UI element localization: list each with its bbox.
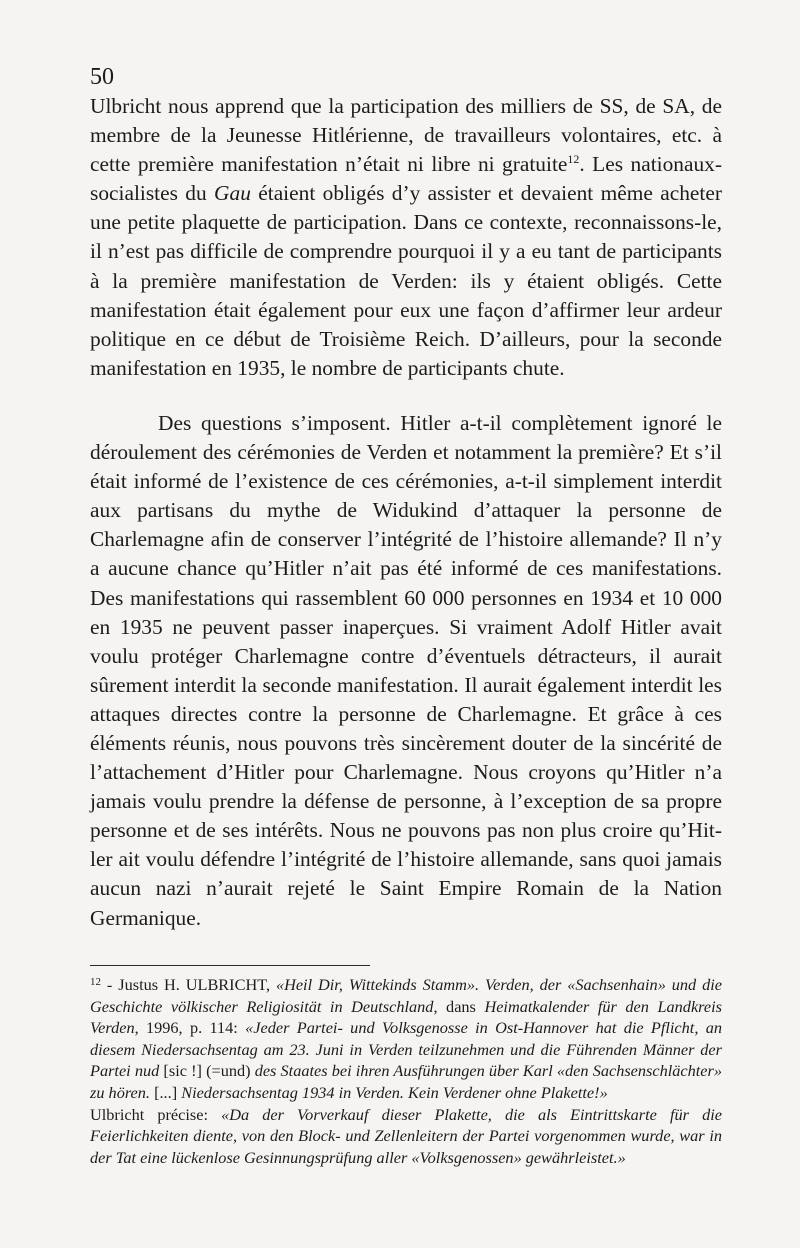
footnote-12 [90,974,722,1104]
page-number: 50 [90,64,114,90]
footnote-segment: - Justus H. ULBRICHT, [101,975,276,994]
footnote-segment-italic: des Staates bei ihren Ausführungen über Karl «den Sachsenschlächter» zu hören. [90,1061,723,1102]
footnote-segment-italic: Niedersachsentag 1934 in Verden. Kein Verdener ohne Plakette!» [181,1082,608,1102]
body-text [90,92,722,933]
paragraph-1 [90,92,722,383]
footnote-12-continuation [90,1104,722,1169]
footnote-segment: [...] [150,1082,182,1102]
footnote-segment-italic: «Jeder Partei- und Volksgenosse in Ost-Hannover hat die Pflicht, an diesem Niedersachsentag am 23. Juni in Verden teilzunehmen und die Führenden Männer der Partei nud [90,1018,722,1081]
paragraph-segment: . Les nationaux-socialistes du [90,152,722,206]
footnote-segment-italic: «Heil Dir, Wittekinds Stamm». Verden, der «Sachsenhain» und die Geschichte völkischer Religiosität in Deutschland [90,975,722,1016]
paragraph-segment: Des questions s’imposent. Hitler a-t-il complètement ignoré le déroulement des cérémonies de Verden et notamment la première? Et s’il était informé de l’existence de ces cérémonies, a-t-il simplement interdit aux partisans du mythe de Widukind d’attaquer la personne de Charlemagne afin de conserver l’intégrité de l’histoire allemande? Il n’y a aucune chance qu’Hitler n’ait pas été informé de ces manifestations. Des manifestations qui rassemblent 60 000 personnes en 1934 et 10 000 en 1935 ne peuvent passer inaperçues. Si vraiment Adolf Hitler avait voulu protéger Charlemagne contre d’éventuels détracteurs, il aurait sûrement interdit la seconde manifestation. Il aurait également interdit les attaques directes contre la personne de Charlemagne. Et grâce à ces éléments réunis, nous pouvons très sincèrement douter de la sincérité de l’attachement d’Hitler pour Charlemagne. Nous croyons qu’Hitler n’a jamais voulu prendre la défense de personne, à l’exception de sa propre personne et de ses intérêts. Nous ne pouvons pas non plus croire qu’Hitler ait voulu défendre l’intégrité de l’histoire allemande, sans quoi jamais aucun nazi n’aurait rejeté le Saint Empire Romain de la Nation Germanique. [90,410,722,930]
paragraph-segment: étaient obligés d’y assister et devaient même acheter une petite plaquette de participation. Dans ce contexte, reconnaissons-le, il n’est pas difficile de comprendre pourquoi il y a eu tant de participants à la première manifestation de Verden: ils y étaient obligés. Cette manifestation était également pour eux une façon d’affirmer leur ardeur politique en ce début de Troisième Reich. D’ailleurs, pour la seconde manifestation en 1935, le nombre de participants chute. [90,181,722,380]
paragraph-segment: Ulbricht nous apprend que la participation des milliers de SS, de SA, de membre de la Jeunesse Hitlérienne, de travailleurs volontaires, etc. à cette première manifestation n’était ni libre ni gratuite [90,94,722,177]
footnote-reference: 12 [567,152,580,167]
footnote-number: 12 [90,976,101,988]
paragraph-segment-italic: Gau [214,181,251,206]
footnote-segment: Ulbricht précise: [90,1104,222,1124]
footnote-segment-italic: «Da der Vorverkauf dieser Plakette, die als Eintrittskarte für die Feierlichkeiten diente, von den Block- und Zellenleitern der Partei vorgenommen wurde, war in der Tat eine lückenlose Gesinnungsprüfung aller «Volksgenossen» gewährleistet.» [90,1104,722,1167]
footnote-divider [90,965,370,966]
footnote-segment-italic: Heimatkalender für den Landkreis Verden [90,996,722,1038]
paragraph-2 [90,409,722,933]
footnote-segment: [sic !] (=und) [159,1061,255,1081]
footnote-segment: , 1996, p. 114: [134,1018,246,1038]
footnotes [90,974,722,1168]
footnote-segment: , dans [433,996,485,1016]
